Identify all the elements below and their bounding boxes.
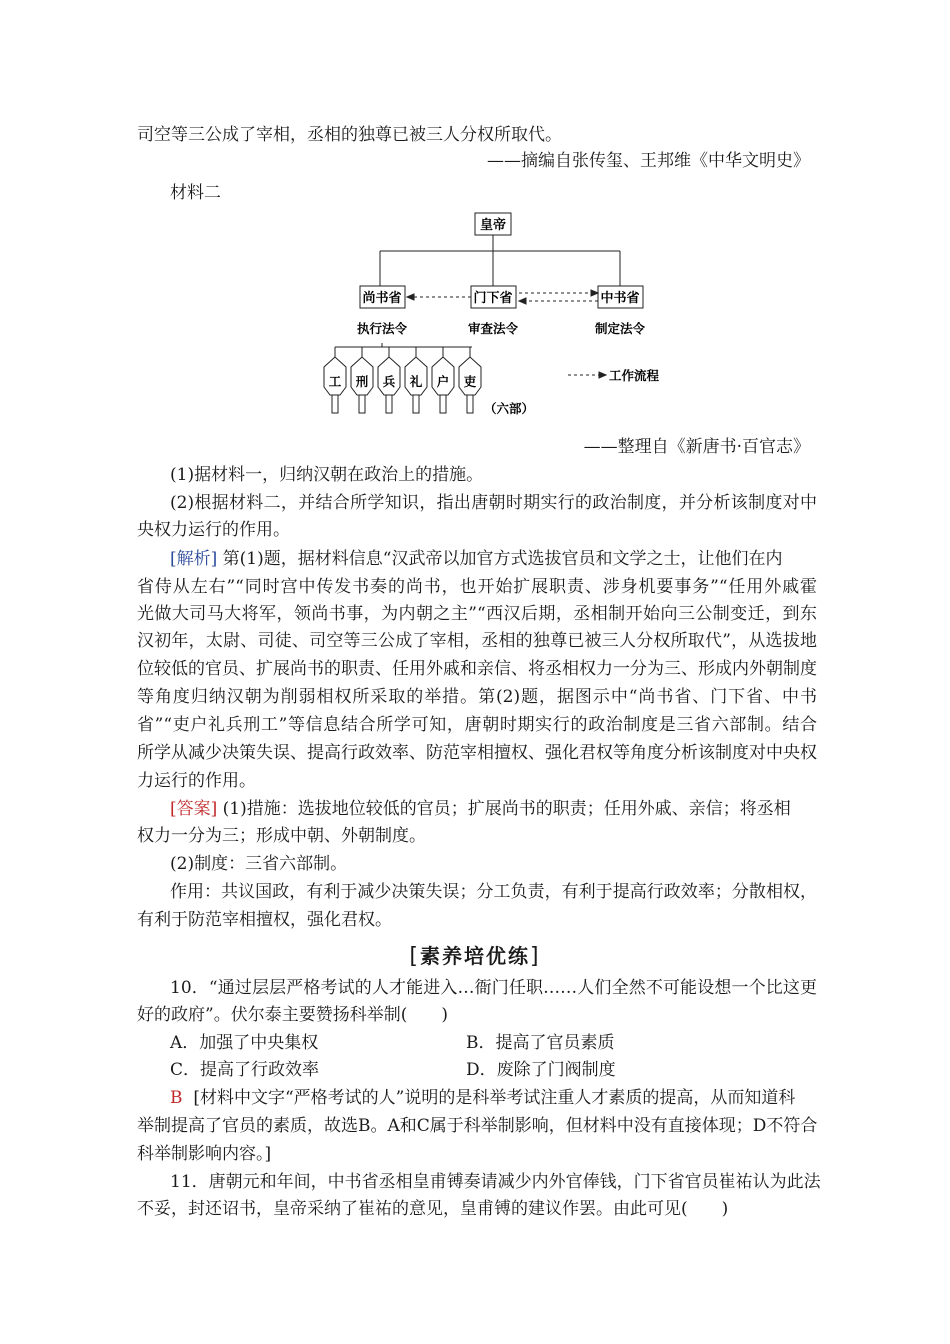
- citation-1: ——摘编自张传玺、王邦维《中华文明史》: [487, 151, 810, 171]
- ministry-li2: 吏: [463, 374, 477, 389]
- answer-tag: [答案]: [170, 799, 218, 819]
- analysis-line5: 位较低的官员、扩展尚书的职责、任用外戚和亲信、将丞相权力一分为三、形成内外朝制度: [137, 659, 817, 679]
- analysis-tag: [解析]: [170, 549, 218, 569]
- analysis-line2: 省侍从左右”“同时宫中传发书奏的尚书，也开始扩展职责、涉身机要事务”“任用外戚霍: [137, 577, 817, 597]
- analysis-line9: 力运行的作用。: [137, 771, 256, 791]
- emperor-label: 皇帝: [479, 218, 507, 233]
- q10-option-d: D．废除了门阀制度: [466, 1060, 616, 1080]
- analysis-line4: 汉初年，太尉、司徒、司空等三公成了宰相，丞相的独尊已被三人分权所取代”，从选拔地: [137, 631, 817, 651]
- q10-explanation-line3: 科举制影响内容。]: [137, 1144, 272, 1164]
- legend-label: 工作流程: [609, 368, 660, 383]
- answer-line1: [170, 796, 791, 822]
- q10-option-b: B．提高了官员素质: [466, 1033, 615, 1053]
- analysis-line7: 省”“吏户礼兵刑工”等信息结合所学可知，唐朝时期实行的政治制度是三省六部制。结合: [137, 715, 817, 735]
- ministry-bing: 兵: [382, 374, 396, 389]
- q10-answer-letter: B: [170, 1088, 183, 1108]
- answer-line3: (2)制度：三省六部制。: [170, 854, 348, 874]
- analysis-line6: 等角度归纳汉朝为削弱相权所采取的举措。第(2)题，据图示中“尚书省、门下省、中书: [137, 687, 817, 707]
- answer-line4: 作用：共议国政，有利于减少决策失误；分工负责，有利于提高行政效率；分散相权，: [170, 882, 817, 902]
- execute-label: 执行法令: [356, 321, 408, 336]
- q10-option-a: A．加强了中央集权: [170, 1033, 319, 1053]
- q10-explanation-line1: [170, 1085, 795, 1111]
- question-2-line1: (2)根据材料二，并结合所学知识，指出唐朝时期实行的政治制度，并分析该制度对中: [170, 493, 817, 513]
- six-ministries-label: （六部）: [484, 401, 535, 416]
- ministry-shields: [324, 347, 481, 413]
- shangshu-label: 尚书省: [362, 291, 402, 306]
- q11-line2: 不妥，封还诏书，皇帝采纳了崔祐的意见，皇甫镈的建议作罢。由此可见( ): [137, 1199, 729, 1219]
- analysis-line3: 光做大司马大将军，领尚书事，为内朝之主”“西汉后期，丞相制开始向三公制变迁，到东: [137, 604, 817, 624]
- question-1: (1)据材料一，归纳汉朝在政治上的措施。: [170, 465, 484, 485]
- q10-exp-text-1: [材料中文字“严格考试的人”说明的是科举考试注重人才素质的提高，从而知道科: [193, 1088, 796, 1108]
- section-heading: [0, 940, 950, 969]
- review-label: 审查法令: [467, 321, 519, 336]
- citation-2: ——整理自《新唐书·百官志》: [583, 437, 810, 457]
- q10-line2: 好的政府”。伏尔泰主要赞扬科举制( ): [137, 1005, 448, 1025]
- q10-explanation-line2: 举制提高了官员的素质，故选B。A和C属于科举制影响，但材料中没有直接体现；D不符合: [137, 1116, 818, 1136]
- ministry-hu: 户: [436, 374, 450, 389]
- section-title: 素养培优练: [420, 944, 530, 968]
- ministry-li: 礼: [409, 374, 423, 389]
- section-bracket-left: [: [409, 944, 420, 969]
- question-2-line2: 央权力运行的作用。: [137, 520, 290, 540]
- q10-option-c: C．提高了行政效率: [170, 1060, 320, 1080]
- draft-label: 制定法令: [594, 321, 646, 336]
- q10-line1: 10．“通过层层严格考试的人才能进入…衙门任职……人们全然不可能设想一个比这更: [170, 978, 817, 998]
- answer-line2: 权力一分为三；形成中朝、外朝制度。: [137, 826, 426, 846]
- analysis-text-1: 第(1)题，据材料信息“汉武帝以加官方式选拔官员和文学之士，让他们在内: [222, 549, 783, 569]
- section-bracket-right: ]: [530, 944, 541, 969]
- menxia-label: 门下省: [473, 291, 513, 306]
- three-departments-diagram: [320, 205, 660, 420]
- ministry-gong: 工: [328, 374, 342, 389]
- material2-label: 材料二: [170, 183, 221, 203]
- material1-continuation: 司空等三公成了宰相，丞相的独尊已被三人分权所取代。: [137, 125, 562, 145]
- answer-line5: 有利于防范宰相擅权，强化君权。: [137, 910, 392, 930]
- analysis-line8: 所学从减少决策失误、提高行政效率、防范宰相擅权、强化君权等角度分析该制度对中央权: [137, 743, 817, 763]
- zhongshu-label: 中书省: [600, 291, 640, 306]
- analysis-line1: [170, 546, 782, 572]
- q11-line1: 11．唐朝元和年间，中书省丞相皇甫镈奏请减少内外官俸钱，门下省官员崔祐认为此法: [170, 1172, 821, 1192]
- answer-text-1: (1)措施：选拔地位较低的官员；扩展尚书的职责；任用外戚、亲信；将丞相: [222, 799, 791, 819]
- ministry-xing: 刑: [355, 374, 369, 389]
